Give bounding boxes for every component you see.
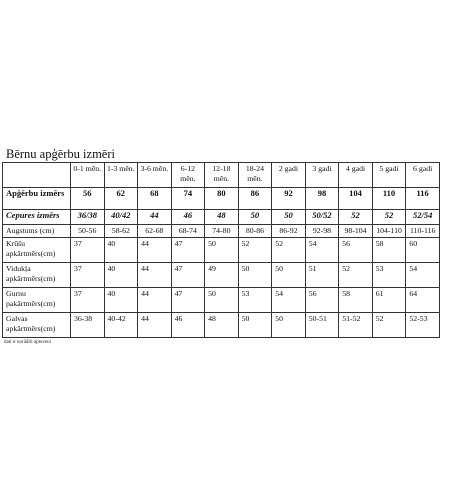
age-header: 18-24 mēn. <box>238 163 272 188</box>
table-cell: 74-80 <box>205 225 239 238</box>
table-cell: 40/42 <box>104 210 138 225</box>
table-cell: 40 <box>104 238 138 263</box>
table-cell: 47 <box>171 288 205 313</box>
row-label: Gurnu pakārtmērs(cm) <box>3 288 71 313</box>
table-row <box>3 210 440 225</box>
table-cell: 92 <box>272 188 306 210</box>
table-title: Bērnu apģērbu izmēri <box>6 147 115 161</box>
table-cell: 110 <box>372 188 406 210</box>
table-cell: 61 <box>372 288 406 313</box>
table-cell: 52/54 <box>406 210 440 225</box>
table-cell: 46 <box>171 313 205 338</box>
table-cell: 52-53 <box>406 313 440 338</box>
row-label: Galvas apkārtmērs(cm) <box>3 313 71 338</box>
table-cell: 50 <box>272 263 306 288</box>
table-cell: 56 <box>71 188 105 210</box>
table-cell: 48 <box>205 210 239 225</box>
table-cell: 50 <box>238 263 272 288</box>
age-header: 1-3 mēn. <box>104 163 138 188</box>
age-header: 4 gadi <box>339 163 373 188</box>
table-cell: 62 <box>104 188 138 210</box>
table-cell: 46 <box>171 210 205 225</box>
table-cell: 60 <box>406 238 440 263</box>
size-chart-table <box>2 162 440 338</box>
age-header: 12-18 mēn. <box>205 163 239 188</box>
table-row <box>3 225 440 238</box>
table-cell: 74 <box>171 188 205 210</box>
table-cell: 37 <box>71 288 105 313</box>
age-header: 2 gadi <box>272 163 306 188</box>
table-cell: 51-52 <box>339 313 373 338</box>
table-cell: 56 <box>305 288 339 313</box>
row-label: Cepures izmērs <box>3 210 71 225</box>
table-cell: 51 <box>305 263 339 288</box>
table-row <box>3 238 440 263</box>
age-header: 3 gadi <box>305 163 339 188</box>
header-row <box>3 163 440 188</box>
table-cell: 110-116 <box>406 225 440 238</box>
table-cell: 48 <box>205 313 239 338</box>
table-cell: 50 <box>238 313 272 338</box>
table-cell: 52 <box>372 210 406 225</box>
table-cell: 47 <box>171 263 205 288</box>
table-cell: 104 <box>339 188 373 210</box>
table-cell: 50-51 <box>305 313 339 338</box>
table-cell: 53 <box>238 288 272 313</box>
table-cell: 80-86 <box>238 225 272 238</box>
table-cell: 36-38 <box>71 313 105 338</box>
table-cell: 52 <box>339 263 373 288</box>
table-cell: 98-104 <box>339 225 373 238</box>
table-cell: 86-92 <box>272 225 306 238</box>
table-cell: 52 <box>272 238 306 263</box>
table-cell: 50 <box>272 313 306 338</box>
table-cell: 98 <box>305 188 339 210</box>
footnote: dati ir norādīti aptuveni <box>4 340 52 345</box>
table-cell: 80 <box>205 188 239 210</box>
table-cell: 52 <box>372 313 406 338</box>
age-header: 0-1 mēn. <box>71 163 105 188</box>
table-cell: 37 <box>71 238 105 263</box>
row-label: Krūšu apkārtmērs(cm) <box>3 238 71 263</box>
table-row <box>3 313 440 338</box>
table-cell: 44 <box>138 313 172 338</box>
table-cell: 56 <box>339 238 373 263</box>
table-cell: 54 <box>272 288 306 313</box>
table-cell: 53 <box>372 263 406 288</box>
row-label: Apģērbu izmērs <box>3 188 71 210</box>
table-row <box>3 188 440 210</box>
table-cell: 68-74 <box>171 225 205 238</box>
age-header: 3-6 mēn. <box>138 163 172 188</box>
table-cell: 50 <box>205 288 239 313</box>
table-row <box>3 288 440 313</box>
table-cell: 64 <box>406 288 440 313</box>
table-cell: 40 <box>104 263 138 288</box>
table-cell: 50 <box>238 210 272 225</box>
table-cell: 44 <box>138 238 172 263</box>
table-row <box>3 263 440 288</box>
table-cell: 116 <box>406 188 440 210</box>
table-cell: 44 <box>138 210 172 225</box>
table-cell: 37 <box>71 263 105 288</box>
table-cell: 62-68 <box>138 225 172 238</box>
table-cell: 68 <box>138 188 172 210</box>
table-cell: 50 <box>205 238 239 263</box>
table-cell: 92-98 <box>305 225 339 238</box>
age-header: 6-12 mēn. <box>171 163 205 188</box>
age-header: 5 gadi <box>372 163 406 188</box>
table-cell: 50/52 <box>305 210 339 225</box>
table-cell: 58 <box>372 238 406 263</box>
table-cell: 40-42 <box>104 313 138 338</box>
corner-cell <box>3 163 71 188</box>
table-cell: 52 <box>339 210 373 225</box>
table-cell: 52 <box>238 238 272 263</box>
table-cell: 50 <box>272 210 306 225</box>
table-cell: 86 <box>238 188 272 210</box>
table-cell: 44 <box>138 263 172 288</box>
row-label: Augstums (cm) <box>3 225 71 238</box>
age-header: 6 gadi <box>406 163 440 188</box>
table-cell: 54 <box>305 238 339 263</box>
table-cell: 54 <box>406 263 440 288</box>
table-cell: 58-62 <box>104 225 138 238</box>
table-cell: 49 <box>205 263 239 288</box>
row-label: Vidukļa apkārtmērs(cm) <box>3 263 71 288</box>
table-cell: 58 <box>339 288 373 313</box>
table-cell: 47 <box>171 238 205 263</box>
table-cell: 104-110 <box>372 225 406 238</box>
table-cell: 36/38 <box>71 210 105 225</box>
table-cell: 44 <box>138 288 172 313</box>
table-cell: 50-56 <box>71 225 105 238</box>
table-cell: 40 <box>104 288 138 313</box>
